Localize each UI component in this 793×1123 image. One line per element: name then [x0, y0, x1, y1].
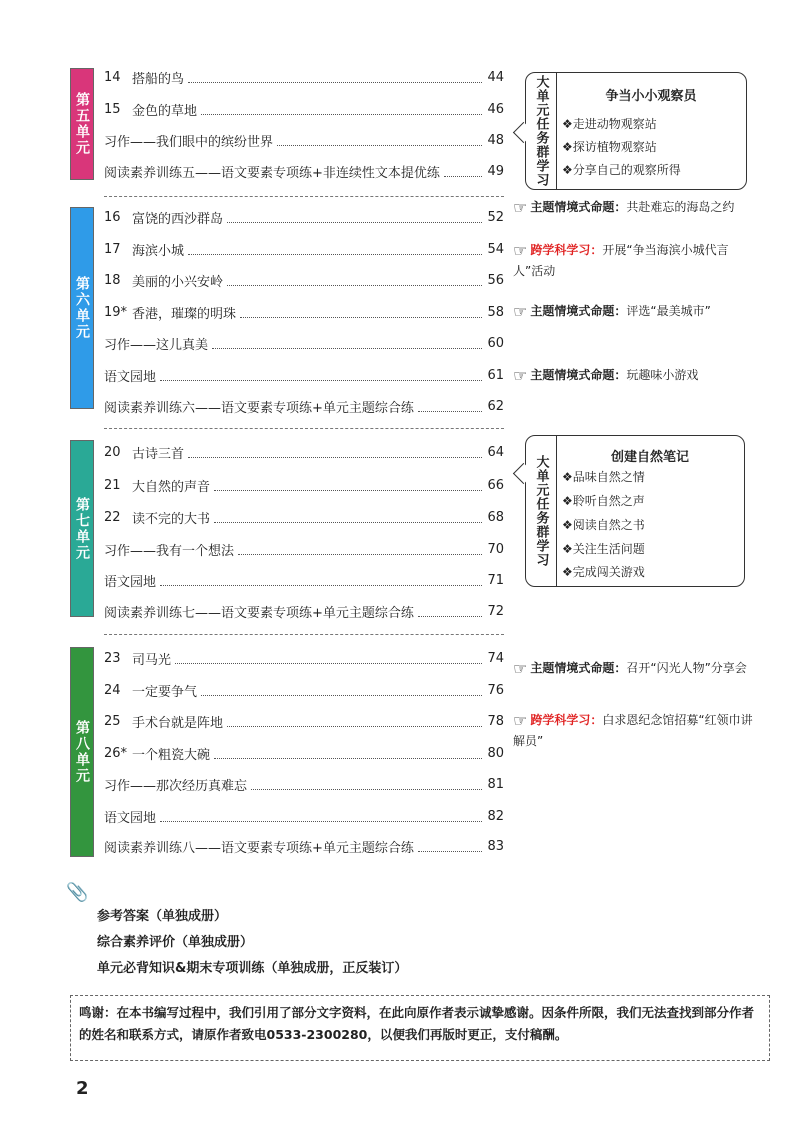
page-ref: 49: [487, 163, 504, 179]
entry-title: 搭船的鸟: [132, 71, 185, 87]
entry-title: 手术台就是阵地: [132, 715, 224, 731]
entry-title: 海滨小城: [132, 243, 185, 259]
pointing-hand-icon: ☞: [513, 710, 528, 730]
toc-entry[interactable]: [104, 539, 504, 559]
leader-dots: [238, 544, 482, 555]
task-group-box-unit5: [525, 72, 747, 190]
task-box-item: ❖聆听自然之声: [562, 494, 645, 508]
side-note: ☞ 主题情境式命题：评选“最美城市”: [513, 301, 711, 321]
page-ref: 44: [487, 69, 504, 85]
toc-entry[interactable]: [104, 774, 504, 794]
page-ref: 81: [487, 776, 504, 792]
leader-dots: [188, 72, 482, 83]
unit-tab-7: 第七单元: [70, 440, 94, 617]
entry-title: 美丽的小兴安岭: [132, 274, 224, 290]
leader-dots: [175, 653, 482, 664]
side-note: ☞ 主题情境式命题：共赴难忘的海岛之约: [513, 197, 735, 217]
toc-entry[interactable]: [104, 67, 504, 87]
leader-dots: [418, 401, 482, 412]
page-ref: 48: [487, 132, 504, 148]
page-ref: 61: [487, 367, 504, 383]
toc-entry[interactable]: [104, 601, 504, 621]
side-note: ☞ 跨学科学习：白求恩纪念馆招募“红领巾讲解员”: [513, 710, 753, 748]
lesson-number: 19*: [104, 304, 128, 320]
page-ref: 76: [487, 682, 504, 698]
lesson-number: 22: [104, 509, 121, 525]
page-ref: 83: [487, 838, 504, 854]
toc-entry[interactable]: [104, 161, 504, 181]
lesson-number: 25: [104, 713, 121, 729]
lesson-number: 23: [104, 650, 121, 666]
pointing-hand-icon: ☞: [513, 240, 528, 260]
lesson-number: 15: [104, 101, 121, 117]
toc-entry[interactable]: [104, 365, 504, 385]
leader-dots: [227, 716, 482, 727]
lesson-number: 24: [104, 682, 121, 698]
entry-title: 习作——那次经历真难忘: [104, 778, 248, 794]
entry-title: 大自然的声音: [132, 479, 211, 495]
entry-title: 司马光: [132, 652, 172, 668]
leader-dots: [444, 166, 482, 177]
toc-entry[interactable]: [104, 507, 504, 527]
task-box-side-label: 大单元任务群学习: [526, 436, 557, 586]
side-note: ☞ 跨学科学习：开展“争当海滨小城代言人”活动: [513, 240, 729, 278]
toc-entry[interactable]: [104, 239, 504, 259]
task-group-box-unit7: [525, 435, 745, 587]
entry-title: 一个粗瓷大碗: [132, 747, 211, 763]
page-ref: 74: [487, 650, 504, 666]
leader-dots: [214, 480, 482, 491]
side-note: ☞ 主题情境式命题：玩趣味小游戏: [513, 365, 699, 385]
entry-title: 语文园地: [104, 369, 157, 385]
task-box-item: ❖关注生活问题: [562, 542, 645, 556]
leader-dots: [201, 685, 482, 696]
toc-entry[interactable]: [104, 806, 504, 826]
page-ref: 62: [487, 398, 504, 414]
toc-entry[interactable]: [104, 680, 504, 700]
toc-entry[interactable]: [104, 475, 504, 495]
lesson-number: 16: [104, 209, 121, 225]
task-box-title: 争当小小观察员: [605, 89, 697, 104]
paperclip-icon: 📎: [66, 882, 89, 903]
supplement-item: 单元必背知识&期末专项训练（单独成册，正反装订）: [97, 961, 408, 976]
task-box-title: 创建自然笔记: [610, 450, 689, 465]
page-ref: 70: [487, 541, 504, 557]
supplement-item: 综合素养评价（单独成册）: [97, 935, 254, 950]
toc-entry[interactable]: [104, 130, 504, 150]
page-ref: 80: [487, 745, 504, 761]
unit-tab-5: 第五单元: [70, 68, 94, 180]
toc-entry[interactable]: [104, 333, 504, 353]
entry-title: 香港，璀璨的明珠: [132, 306, 237, 322]
unit-separator: [104, 428, 504, 429]
acknowledgement-box: 鸣谢：在本书编写过程中，我们引用了部分文字资料，在此向原作者表示诚挚感谢。因条件所限，我们无法查找到部分作者的姓名和联系方式，请原作者致电0533-2300280，以便我们再版时更正，支付稿酬。: [70, 995, 770, 1061]
supplement-item: 参考答案（单独成册）: [97, 909, 228, 924]
page-ref: 64: [487, 444, 504, 460]
entry-title: 富饶的西沙群岛: [132, 211, 224, 227]
lesson-number: 17: [104, 241, 121, 257]
entry-title: 语文园地: [104, 574, 157, 590]
leader-dots: [418, 841, 482, 852]
page-ref: 56: [487, 272, 504, 288]
side-note: ☞ 主题情境式命题：召开“闪光人物”分享会: [513, 658, 747, 678]
pointing-hand-icon: ☞: [513, 197, 528, 217]
leader-dots: [160, 370, 482, 381]
lesson-number: 18: [104, 272, 121, 288]
entry-title: 习作——我们眼中的缤纷世界: [104, 134, 274, 150]
entry-title: 习作——我有一个想法: [104, 543, 235, 559]
toc-entry[interactable]: [104, 711, 504, 731]
leader-dots: [212, 338, 482, 349]
task-box-item: ❖分享自己的观察所得: [562, 163, 681, 177]
leader-dots: [277, 135, 482, 146]
leader-dots: [240, 307, 482, 318]
toc-entry[interactable]: [104, 648, 504, 668]
toc-entry[interactable]: [104, 836, 504, 856]
page-ref: 78: [487, 713, 504, 729]
lesson-number: 21: [104, 477, 121, 493]
page-ref: 52: [487, 209, 504, 225]
unit-tab-6: 第六单元: [70, 207, 94, 409]
leader-dots: [251, 779, 482, 790]
toc-entry[interactable]: [104, 442, 504, 462]
leader-dots: [214, 748, 482, 759]
lesson-number: 20: [104, 444, 121, 460]
entry-title: 一定要争气: [132, 684, 198, 700]
entry-title: 阅读素养训练六——语文要素专项练+单元主题综合练: [104, 400, 414, 416]
task-box-item: ❖阅读自然之书: [562, 518, 645, 532]
entry-title: 金色的草地: [132, 103, 198, 119]
unit-tab-8: 第八单元: [70, 647, 94, 857]
entry-title: 语文园地: [104, 810, 157, 826]
page-ref: 82: [487, 808, 504, 824]
task-box-item: ❖走进动物观察站: [562, 117, 657, 131]
leader-dots: [227, 212, 482, 223]
toc-entry[interactable]: [104, 207, 504, 227]
entry-title: 习作——这儿真美: [104, 337, 209, 353]
pointing-hand-icon: ☞: [513, 365, 528, 385]
page-number: 2: [76, 1078, 89, 1099]
page-ref: 71: [487, 572, 504, 588]
unit-separator: [104, 196, 504, 197]
task-box-item: ❖品味自然之情: [562, 470, 645, 484]
page-ref: 68: [487, 509, 504, 525]
entry-title: 古诗三首: [132, 446, 185, 462]
entry-title: 阅读素养训练八——语文要素专项练+单元主题综合练: [104, 840, 414, 856]
entry-title: 阅读素养训练五——语文要素专项练+非连续性文本提优练: [104, 165, 440, 181]
task-box-item: ❖完成闯关游戏: [562, 565, 645, 579]
leader-dots: [160, 811, 482, 822]
page-ref: 60: [487, 335, 504, 351]
leader-dots: [160, 575, 482, 586]
pointing-hand-icon: ☞: [513, 301, 528, 321]
unit-separator: [104, 634, 504, 635]
leader-dots: [418, 606, 482, 617]
page-ref: 46: [487, 101, 504, 117]
leader-dots: [227, 275, 482, 286]
lesson-number: 14: [104, 69, 121, 85]
lesson-number: 26*: [104, 745, 128, 761]
toc-entry[interactable]: [104, 99, 504, 119]
leader-dots: [214, 512, 482, 523]
task-box-side-label: 大单元任务群学习: [526, 73, 557, 189]
page-ref: 58: [487, 304, 504, 320]
toc-entry[interactable]: [104, 270, 504, 290]
toc-entry[interactable]: [104, 743, 504, 763]
leader-dots: [201, 104, 482, 115]
leader-dots: [188, 447, 482, 458]
leader-dots: [188, 244, 482, 255]
pointing-hand-icon: ☞: [513, 658, 528, 678]
entry-title: 读不完的大书: [132, 511, 211, 527]
page-ref: 54: [487, 241, 504, 257]
toc-entry[interactable]: [104, 570, 504, 590]
toc-entry[interactable]: [104, 396, 504, 416]
entry-title: 阅读素养训练七——语文要素专项练+单元主题综合练: [104, 605, 414, 621]
page-ref: 66: [487, 477, 504, 493]
task-box-item: ❖探访植物观察站: [562, 140, 657, 154]
page-ref: 72: [487, 603, 504, 619]
toc-entry[interactable]: [104, 302, 504, 322]
